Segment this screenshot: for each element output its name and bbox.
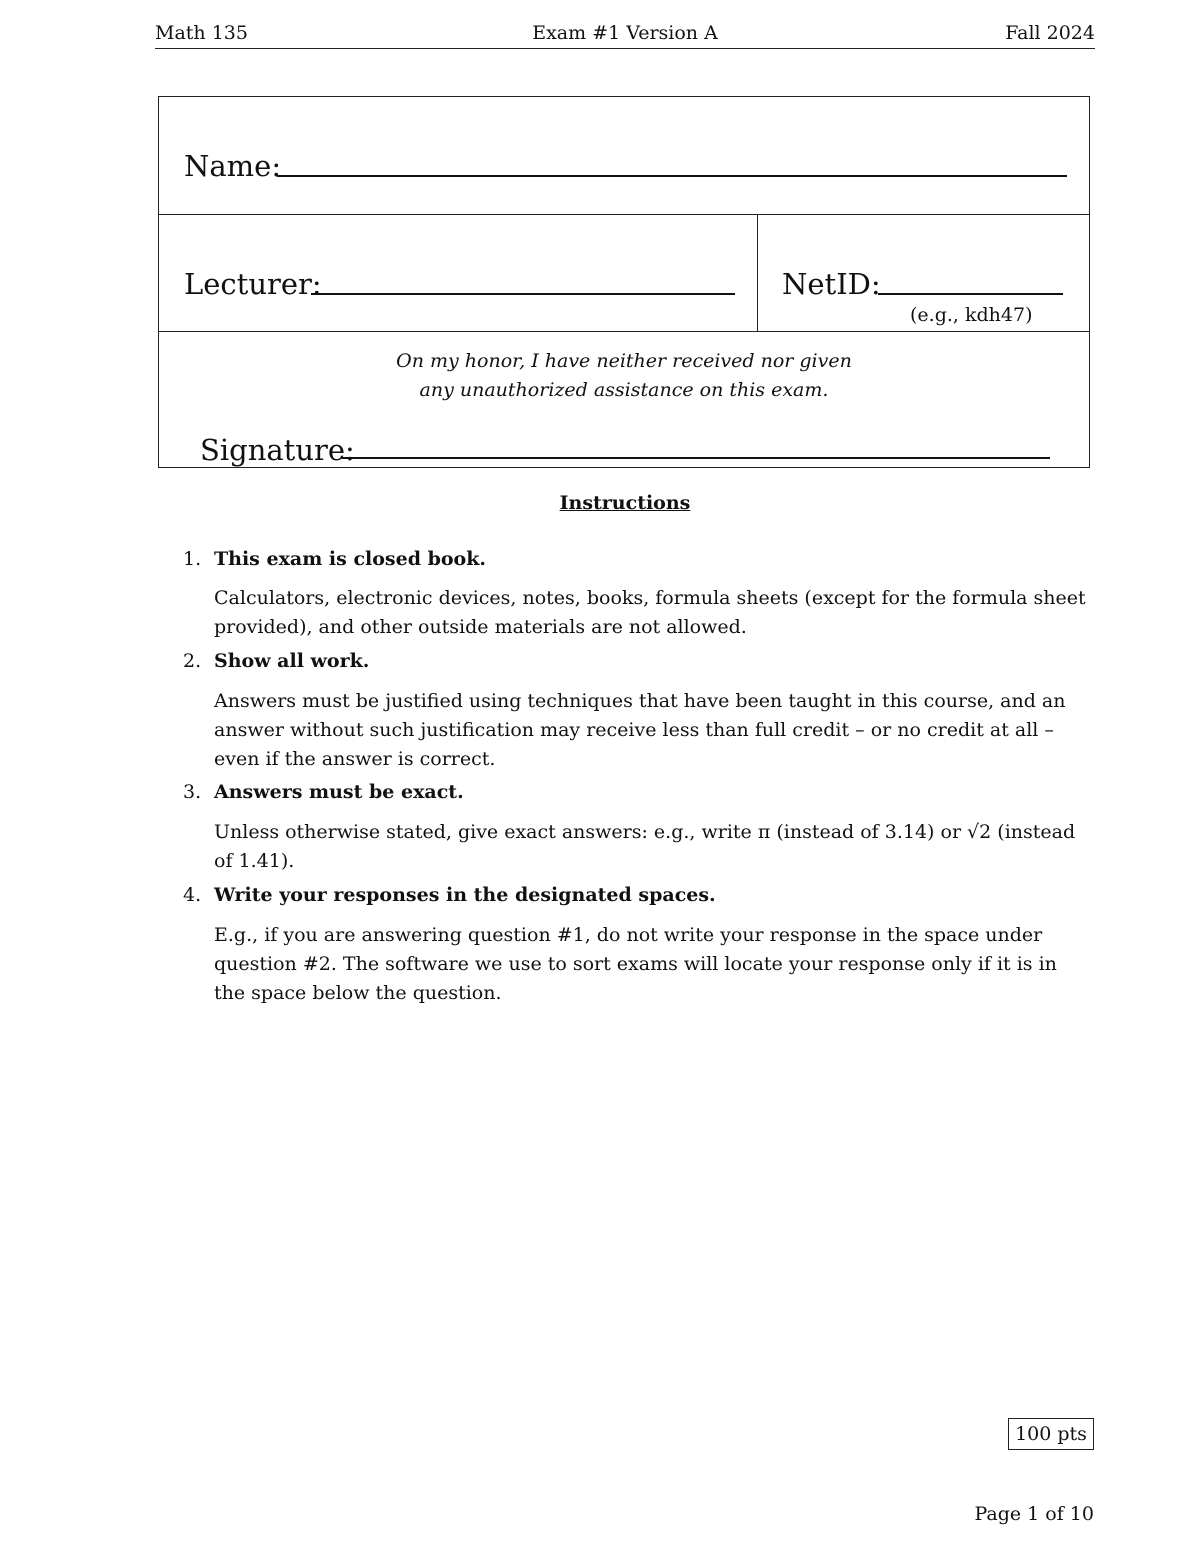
netid-example: (e.g., kdh47): [910, 304, 1033, 326]
netid-blank[interactable]: [878, 293, 1063, 295]
honor-statement: [159, 347, 1089, 405]
body-line: Answers must be justified using techniques that have been taught in this course, and an: [214, 690, 1066, 712]
item-number: 3.: [183, 781, 202, 803]
netid-label: NetID:: [782, 267, 881, 301]
item-number: 1.: [183, 548, 202, 570]
body-line: E.g., if you are answering question #1, do not write your response in the space under: [214, 924, 1043, 946]
item-heading: This exam is closed book.: [214, 548, 487, 570]
lecturer-label: Lecturer:: [184, 267, 322, 301]
course-name: Math 135: [155, 22, 248, 44]
name-label: Name:: [184, 149, 282, 183]
student-id-box: [158, 96, 1090, 468]
item-number: 2.: [183, 650, 202, 672]
exam-title: Exam #1 Version A: [532, 22, 718, 44]
signature-blank[interactable]: [342, 457, 1050, 459]
instructions-title: Instructions: [559, 492, 691, 514]
points-box: 100 pts: [1008, 1418, 1094, 1450]
item-body: [214, 687, 1094, 774]
honor-line: On my honor, I have neither received nor given: [396, 350, 852, 372]
page-number: Page 1 of 10: [974, 1503, 1094, 1525]
item-number: 4.: [183, 884, 202, 906]
item-heading: Answers must be exact.: [214, 781, 464, 803]
exam-term: Fall 2024: [1005, 22, 1095, 44]
body-line: provided), and other outside materials are not allowed.: [214, 616, 747, 638]
body-line: Calculators, electronic devices, notes, books, formula sheets (except for the formula sheet: [214, 587, 1086, 609]
item-body: [214, 921, 1094, 1008]
body-line: answer without such justification may receive less than full credit – or no credit at all –: [214, 719, 1054, 741]
item-heading: Show all work.: [214, 650, 370, 672]
item-heading: Write your responses in the designated spaces.: [214, 884, 716, 906]
row-divider: [757, 215, 758, 331]
name-row: [159, 97, 1089, 215]
lecturer-blank[interactable]: [311, 293, 735, 295]
body-line: the space below the question.: [214, 982, 502, 1004]
body-line: of 1.41).: [214, 850, 295, 872]
item-body: [214, 818, 1094, 876]
item-body: [214, 584, 1094, 642]
page-header: [155, 18, 1095, 49]
signature-label: Signature:: [200, 433, 355, 467]
body-line: question #2. The software we use to sort exams will locate your response only if it is in: [214, 953, 1057, 975]
body-line: even if the answer is correct.: [214, 748, 496, 770]
honor-line: any unauthorized assistance on this exam.: [419, 379, 829, 401]
name-blank[interactable]: [277, 175, 1067, 177]
body-line: Unless otherwise stated, give exact answers: e.g., write π (instead of 3.14) or √2 (instead: [214, 821, 1076, 843]
lecturer-netid-row: [159, 215, 1089, 332]
